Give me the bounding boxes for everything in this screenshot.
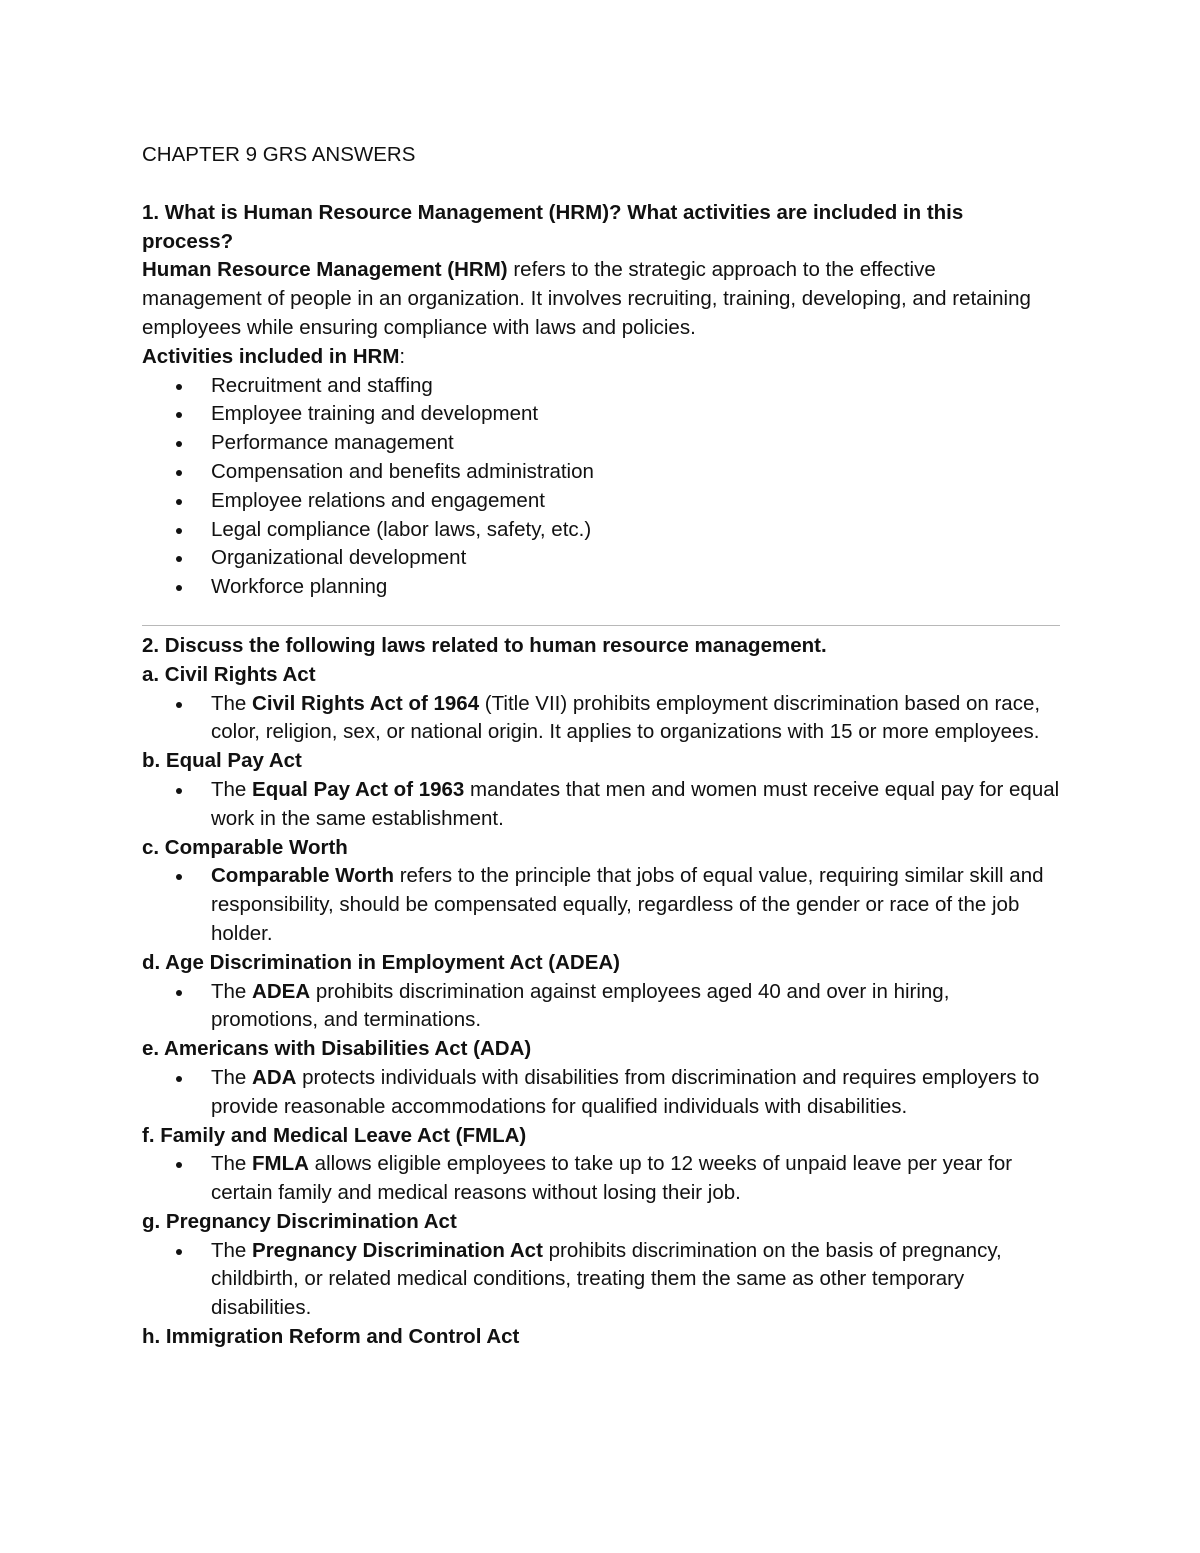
bullet-icon — [176, 412, 182, 418]
bullet-icon — [176, 990, 182, 996]
bullet-icon — [176, 1249, 182, 1255]
law-term: Pregnancy Discrimination Act — [252, 1238, 543, 1262]
bullet-icon — [176, 1076, 182, 1082]
law-heading-comparable-worth: c. Comparable Worth — [142, 835, 348, 859]
law-pre: The — [211, 979, 253, 1003]
law-heading-pregnancy: g. Pregnancy Discrimination Act — [142, 1209, 457, 1233]
hrm-term: Human Resource Management (HRM) — [142, 258, 508, 282]
bullet-icon — [176, 1162, 182, 1168]
bullet-icon — [176, 702, 182, 708]
law-list-fmla — [142, 1150, 1060, 1208]
list-item — [142, 1064, 1060, 1122]
law-text: (Title VII) prohibits employment discrimination based on race, color, religion, sex, or national origin. It applies to organizations with 15 or more employees. — [211, 691, 1041, 744]
law-pre: The — [211, 777, 253, 801]
law-term: Comparable Worth — [211, 864, 394, 888]
law-heading-adea: d. Age Discrimination in Employment Act (ADEA) — [142, 950, 620, 974]
law-text: mandates that men and women must receive equal pay for equal work in the same establishment. — [211, 777, 1060, 830]
list-item — [142, 690, 1060, 748]
list-item — [142, 516, 1060, 545]
law-text: prohibits discrimination against employees aged 40 and over in hiring, promotions, and terminations. — [211, 979, 950, 1032]
hrm-definition: refers to the strategic approach to the effective management of people in an organization. It involves recruiting, training, developing, and retaining employees while ensuring compliance with laws and policies. — [142, 258, 1031, 339]
question-1-answer — [142, 256, 1060, 342]
activities-colon: : — [399, 344, 406, 368]
section-divider — [142, 625, 1060, 626]
question-2-section — [142, 632, 1060, 1352]
list-item — [142, 776, 1060, 834]
law-pre: The — [211, 691, 253, 715]
law-heading-civil-rights: a. Civil Rights Act — [142, 662, 316, 686]
document-page — [142, 141, 1060, 1352]
law-list-ada — [142, 1064, 1060, 1122]
list-item-text: Recruitment and staffing — [211, 373, 433, 397]
law-heading-ada: e. Americans with Disabilities Act (ADA) — [142, 1037, 532, 1061]
law-pre: The — [211, 1238, 253, 1262]
list-item — [142, 372, 1060, 401]
bullet-icon — [176, 585, 182, 591]
list-item — [142, 1237, 1060, 1323]
list-item-text: Employee relations and engagement — [211, 488, 545, 512]
law-text: prohibits discrimination on the basis of pregnancy, childbirth, or related medical conditions, treating them the same as other temporary disabilities. — [211, 1238, 1002, 1320]
law-text: allows eligible employees to take up to 12 weeks of unpaid leave per year for certain family and medical reasons without losing their job. — [211, 1152, 1013, 1205]
law-heading-immigration: h. Immigration Reform and Control Act — [142, 1325, 520, 1349]
list-item-text: Legal compliance (labor laws, safety, etc.) — [211, 517, 592, 541]
question-2-heading: 2. Discuss the following laws related to human resource management. — [142, 633, 827, 657]
law-list-equal-pay — [142, 776, 1060, 834]
bullet-icon — [176, 528, 182, 534]
law-term: Civil Rights Act of 1964 — [252, 691, 480, 715]
bullet-icon — [176, 788, 182, 794]
activities-label: Activities included in HRM — [142, 344, 400, 368]
law-term: FMLA — [252, 1152, 309, 1176]
law-term: ADEA — [252, 979, 311, 1003]
bullet-icon — [176, 470, 182, 476]
list-item — [142, 862, 1060, 948]
bullet-icon — [176, 441, 182, 447]
law-pre: The — [211, 1152, 253, 1176]
law-list-adea — [142, 978, 1060, 1036]
law-text: refers to the principle that jobs of equal value, requiring similar skill and responsibility, should be compensated equally, regardless of the gender or race of the job holder. — [211, 864, 1044, 945]
list-item — [142, 400, 1060, 429]
list-item-text: Employee training and development — [211, 402, 539, 426]
list-item — [142, 573, 1060, 602]
law-heading-fmla: f. Family and Medical Leave Act (FMLA) — [142, 1123, 527, 1147]
list-item — [142, 458, 1060, 487]
activities-list — [142, 372, 1060, 602]
list-item-text: Performance management — [211, 431, 454, 455]
list-item — [142, 1150, 1060, 1208]
law-text: protects individuals with disabilities from discrimination and requires employers to provide reasonable accommodations for qualified individuals with disabilities. — [211, 1065, 1040, 1118]
bullet-icon — [176, 499, 182, 505]
list-item — [142, 487, 1060, 516]
law-pre: The — [211, 1065, 253, 1089]
law-term: ADA — [252, 1065, 297, 1089]
chapter-title: CHAPTER 9 GRS ANSWERS — [142, 143, 416, 166]
list-item-text: Organizational development — [211, 546, 467, 570]
law-list-comparable-worth — [142, 862, 1060, 948]
list-item — [142, 544, 1060, 573]
law-heading-equal-pay: b. Equal Pay Act — [142, 749, 302, 773]
list-item-text: Compensation and benefits administration — [211, 459, 594, 483]
bullet-icon — [176, 874, 182, 880]
law-list-civil-rights — [142, 690, 1060, 748]
question-1-section — [142, 199, 1060, 602]
list-item-text: Workforce planning — [211, 575, 388, 599]
question-1-heading: 1. What is Human Resource Management (HRM)? What activities are included in this process? — [142, 200, 964, 253]
law-list-pregnancy — [142, 1237, 1060, 1323]
activities-heading — [142, 343, 1060, 372]
list-item — [142, 978, 1060, 1036]
law-term: Equal Pay Act of 1963 — [252, 777, 465, 801]
bullet-icon — [176, 556, 182, 562]
list-item — [142, 429, 1060, 458]
bullet-icon — [176, 384, 182, 390]
